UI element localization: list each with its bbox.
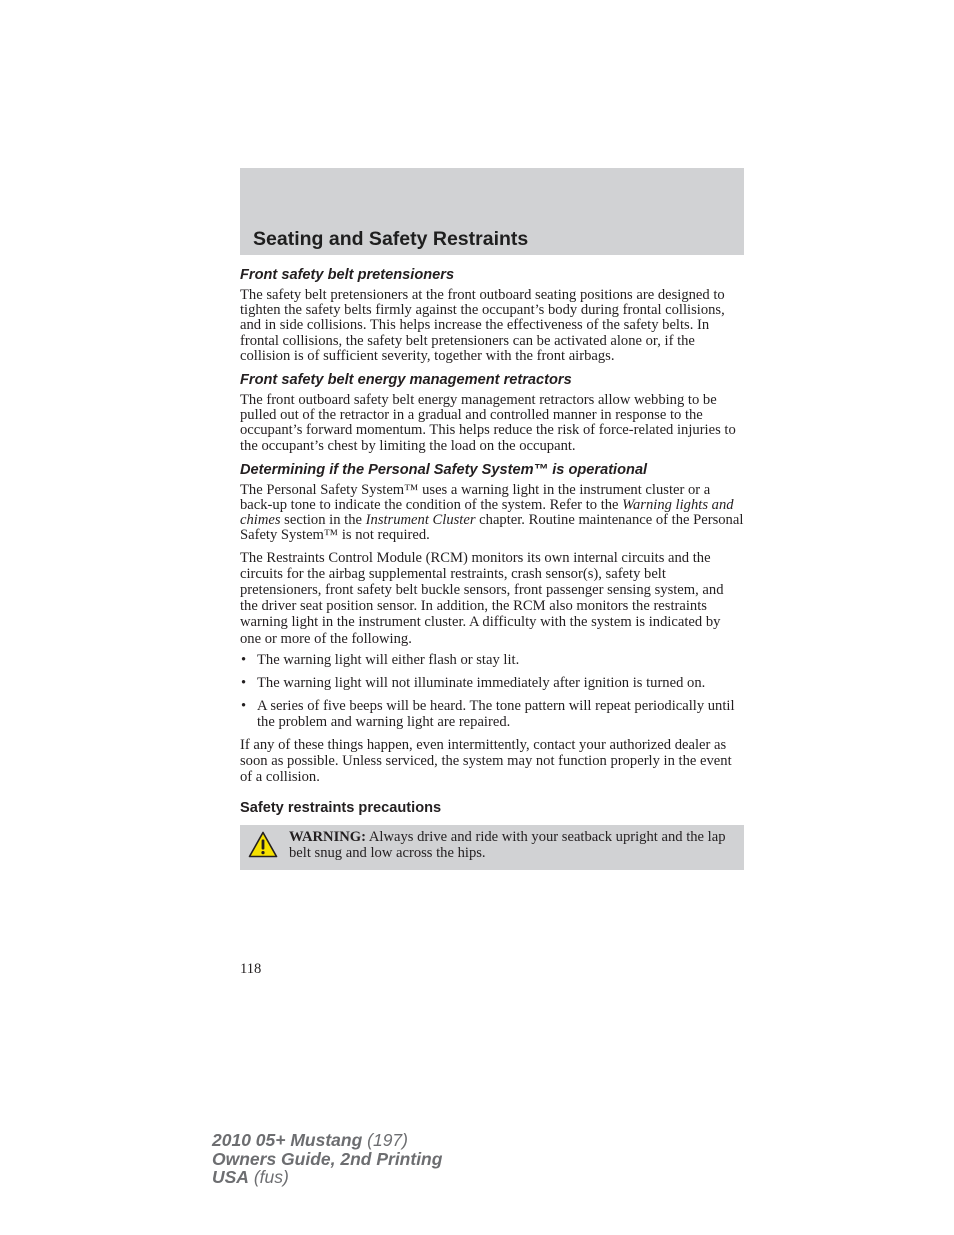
section-heading-operational: Determining if the Personal Safety System™ is operational bbox=[240, 461, 648, 478]
list-item-text: The warning light will either flash or stay lit. bbox=[257, 651, 520, 668]
footer-printing: Owners Guide, 2nd Printing bbox=[212, 1148, 443, 1169]
footer-model: 2010 05+ Mustang bbox=[212, 1130, 363, 1150]
paragraph-personal-safety-system bbox=[240, 483, 744, 544]
warning-text bbox=[289, 829, 732, 861]
page-content bbox=[240, 266, 744, 870]
footer-model-code: (197) bbox=[362, 1130, 408, 1150]
list-item bbox=[240, 675, 744, 691]
footer-line-market bbox=[212, 1168, 442, 1187]
warning-box bbox=[240, 825, 744, 870]
footer-market-code: (fus) bbox=[248, 1167, 289, 1187]
list-item-text: A series of five beeps will be heard. The tone pattern will repeat periodically until the problem and warning light are repaired. bbox=[257, 698, 735, 731]
section-heading-retractors: Front safety belt energy management retractors bbox=[240, 372, 572, 389]
warning-triangle-icon bbox=[248, 831, 278, 858]
footer-line-model bbox=[212, 1131, 442, 1150]
symptom-list bbox=[240, 653, 744, 730]
text-fragment: chapter. Routine maintenance of the Personal Safety System™ is not required. bbox=[240, 512, 744, 544]
bullet-mark: • bbox=[241, 698, 247, 715]
chapter-title: Seating and Safety Restraints bbox=[253, 228, 529, 250]
text-fragment: section in the bbox=[280, 512, 366, 529]
list-item bbox=[240, 698, 744, 730]
footer-market: USA bbox=[212, 1167, 249, 1187]
paragraph-rcm: The Restraints Control Module (RCM) monitors its own internal circuits and the circuits for the airbag supplemental restraints, crash sensor(s), safety belt pretensioners, front safety belt buckle sensors, front passenger sensing system, and the driver seat position sensor. In addition, the RCM also monitors the restraints warning light in the instrument cluster. A difficulty with the system is indicated by one or more of the following. bbox=[240, 549, 724, 647]
chapter-header-band bbox=[240, 168, 744, 255]
paragraph-pretensioners: The safety belt pretensioners at the front outboard seating positions are designed to tighten the safety belts firmly against the occupant’s body during frontal collisions, and in side collisions. This helps increase the effectiveness of the safety belts. In frontal collisions, the safety belt pretensioners can be activated alone or, if the collision is of sufficient severity, together with the front airbags. bbox=[240, 287, 725, 364]
bullet-mark: • bbox=[241, 675, 247, 692]
warning-label: WARNING: bbox=[289, 829, 367, 846]
bullet-mark: • bbox=[241, 651, 247, 668]
reference-instrument-cluster: Instrument Cluster bbox=[365, 512, 476, 529]
list-item bbox=[240, 653, 744, 668]
paragraph-contact-dealer: If any of these things happen, even intermittently, contact your authorized dealer as soon as possible. Unless serviced, the system may not function properly in the event of a collision. bbox=[240, 737, 732, 786]
reference-warning-lights: Warning lights and chimes bbox=[240, 497, 734, 529]
text-fragment: The Personal Safety System™ uses a warning light in the instrument cluster or a back-up tone to indicate the condition of the system. Refer to the bbox=[240, 481, 711, 514]
paragraph-retractors: The front outboard safety belt energy management retractors allow webbing to be pulled out of the retractor in a gradual and controlled manner in response to the occupant’s forward momentum. This helps reduce the risk of force-related injuries to the occupant’s chest by limiting the load on the occupant. bbox=[240, 392, 736, 454]
document-footer bbox=[212, 1131, 442, 1187]
page-number: 118 bbox=[240, 961, 262, 977]
section-heading-precautions: Safety restraints precautions bbox=[240, 800, 442, 817]
list-item-text: The warning light will not illuminate immediately after ignition is turned on. bbox=[257, 675, 706, 692]
warning-body: Always drive and ride with your seatback upright and the lap belt snug and low across the hips. bbox=[289, 829, 726, 862]
section-heading-pretensioners: Front safety belt pretensioners bbox=[240, 267, 455, 283]
